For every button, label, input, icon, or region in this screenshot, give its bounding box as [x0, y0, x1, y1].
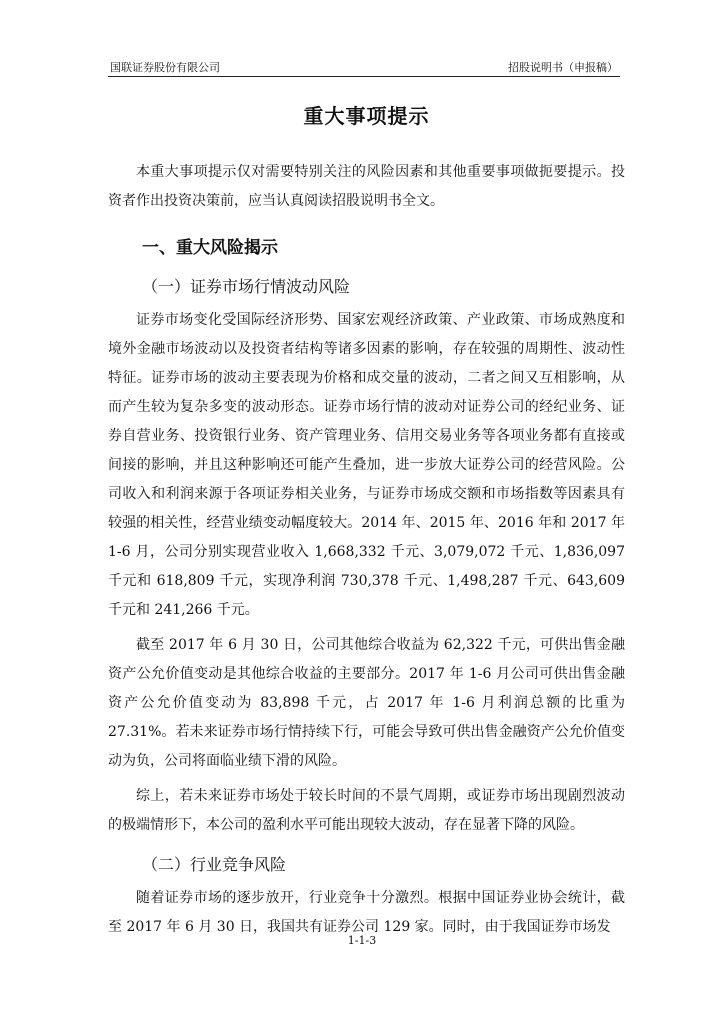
subsection-heading-competition: （二）行业竞争风险	[142, 855, 287, 874]
page-content	[108, 92, 625, 942]
paragraph-market-volatility-3: 综上，若未来证券市场处于较长时间的不景气周期，或证券市场出现剧烈波动的极端情形下，本公司的盈利水平可能出现较大波动，存在显著下降的风险。	[108, 788, 625, 833]
paragraph-market-volatility-2: 截至 2017 年 6 月 30 日，公司其他综合收益为 62,322 千元，可供出售金融资产公允价值变动是其他综合收益的主要部分。2017 年 1-6 月公司可供出售金融资产公允价值变动为 83,898 千元，占 2017 年 1-6 月利润总额的比重为 27.31%。若未来证券市场行情持续下行，可能会导致可供出售金融资产公允价值变动为负，公司将面临业绩下滑的风险。	[108, 637, 625, 769]
header-doc-type: 招股说明书（申报稿）	[508, 61, 618, 74]
subsection-heading-market-volatility: （一）证券市场行情波动风险	[142, 277, 351, 296]
section-heading-major-risks: 一、重大风险揭示	[142, 238, 278, 258]
page-header	[108, 56, 620, 77]
paragraph-market-volatility-1: 证券市场变化受国际经济形势、国家宏观经济政策、产业政策、市场成熟度和境外金融市场波动以及投资者结构等诸多因素的影响，存在较强的周期性、波动性特征。证券市场的波动主要表现为价格和成交量的波动，二者之间又互相影响，从而产生较为复杂多变的波动形态。证券市场行情的波动对证券公司的经纪业务、证券自营业务、投资银行业务、资产管理业务、信用交易业务等各项业务都有直接或间接的影响，并且这种影响还可能产生叠加，进一步放大证券公司的经营风险。公司收入和利润来源于各项证券相关业务，与证券市场成交额和市场指数等因素具有较强的相关性，经营业绩变动幅度较大。2014 年、2015 年、2016 年和 2017 年 1-6 月，公司分别实现营业收入 1,668,332 千元、3,079,072 千元、1,836,097 千元和 618,809 千元，实现净利润 730,378 千元、1,498,287 千元、643,609 千元和 241,266 千元。	[108, 312, 625, 618]
page-title: 重大事项提示	[303, 104, 430, 128]
header-company: 国联证券股份有限公司	[110, 61, 220, 74]
intro-paragraph: 本重大事项提示仅对需要特别关注的风险因素和其他重要事项做扼要提示。投资者作出投资决策前，应当认真阅读招股说明书全文。	[108, 164, 625, 209]
page-number: 1-1-3	[347, 934, 377, 947]
paragraph-competition-1: 随着证券市场的逐步放开，行业竞争十分激烈。根据中国证券业协会统计，截至 2017 年 6 月 30 日，我国共有证券公司 129 家。同时，由于我国证券市场发	[108, 890, 625, 935]
